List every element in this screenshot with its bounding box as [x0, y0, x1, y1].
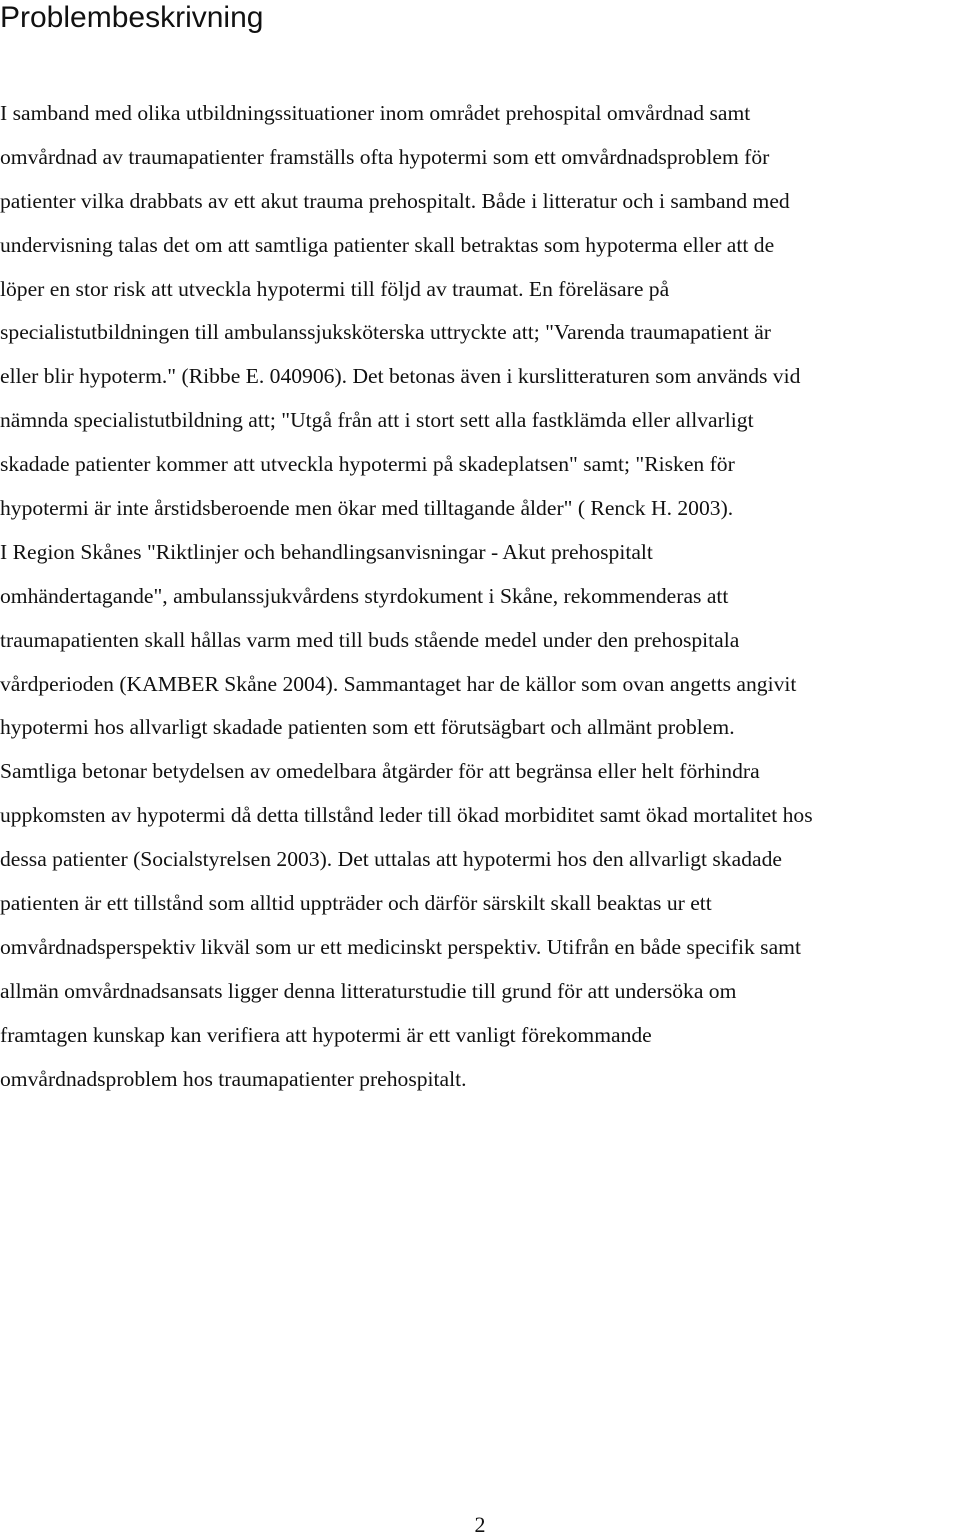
paragraph-line: hypotermi hos allvarligt skadade patienten som ett förutsägbart och allmänt problem.: [0, 715, 735, 740]
paragraph-line: hypotermi är inte årstidsberoende men ökar med tilltagande ålder" ( Renck H. 2003).: [0, 496, 734, 521]
paragraph-line: eller blir hypoterm." (Ribbe E. 040906). Det betonas även i kurslitteraturen som används vid: [0, 364, 801, 389]
paragraph-line: omvårdnadsproblem hos traumapatienter prehospitalt.: [0, 1066, 467, 1091]
paragraph-line: omvårdnadsperspektiv likväl som ur ett medicinskt perspektiv. Utifrån en både specifik samt: [0, 934, 801, 959]
paragraph-line: nämnda specialistutbildning att; "Utgå från att i stort sett alla fastklämda eller allvarligt: [0, 408, 754, 433]
paragraph-line: dessa patienter (Socialstyrelsen 2003). Det uttalas att hypotermi hos den allvarligt skadade: [0, 847, 782, 872]
page-number: 2: [474, 1512, 486, 1537]
paragraph-line: omhändertagande", ambulanssjukvårdens styrdokument i Skåne, rekommenderas att: [0, 583, 729, 608]
paragraph-line: allmän omvårdnadsansats ligger denna litteraturstudie till grund för att undersöka om: [0, 978, 737, 1003]
paragraph-line: I samband med olika utbildningssituationer inom området prehospital omvårdnad samt: [0, 101, 751, 125]
paragraph-line: skadade patienter kommer att utveckla hypotermi på skadeplatsen" samt; "Risken för: [0, 452, 735, 477]
paragraph-line: löper en stor risk att utveckla hypotermi till följd av traumat. En föreläsare på: [0, 276, 670, 301]
paragraph-line: vårdperioden (KAMBER Skåne 2004). Sammantaget har de källor som ovan angetts angivit: [0, 671, 797, 696]
paragraph-line: undervisning talas det om att samtliga patienter skall betraktas som hypoterma eller att de: [0, 232, 775, 257]
paragraph-line: patienter vilka drabbats av ett akut trauma prehospitalt. Både i litteratur och i samband med: [0, 188, 790, 213]
paragraph-line: framtagen kunskap kan verifiera att hypotermi är ett vanligt förekommande: [0, 1022, 652, 1047]
section-heading: Problembeskrivning: [0, 1, 264, 34]
paragraph-line: patienten är ett tillstånd som alltid uppträder och därför särskilt skall beaktas ur ett: [0, 891, 712, 916]
paragraph-line: uppkomsten av hypotermi då detta tillstånd leder till ökad morbiditet samt ökad mortalitet hos: [0, 803, 813, 828]
paragraph-line: Samtliga betonar betydelsen av omedelbara åtgärder för att begränsa eller helt förhindra: [0, 759, 760, 784]
paragraph-line: I Region Skånes "Riktlinjer och behandlingsanvisningar - Akut prehospitalt: [0, 539, 653, 564]
paragraph-line: specialistutbildningen till ambulanssjuksköterska uttryckte att; "Varenda traumapatient är: [0, 320, 771, 345]
paragraph-line: traumapatienten skall hållas varm med till buds stående medel under den prehospitala: [0, 627, 740, 652]
paragraph-line: omvårdnad av traumapatienter framställs ofta hypotermi som ett omvårdnadsproblem för: [0, 144, 770, 169]
body-paragraph: [0, 92, 960, 1101]
